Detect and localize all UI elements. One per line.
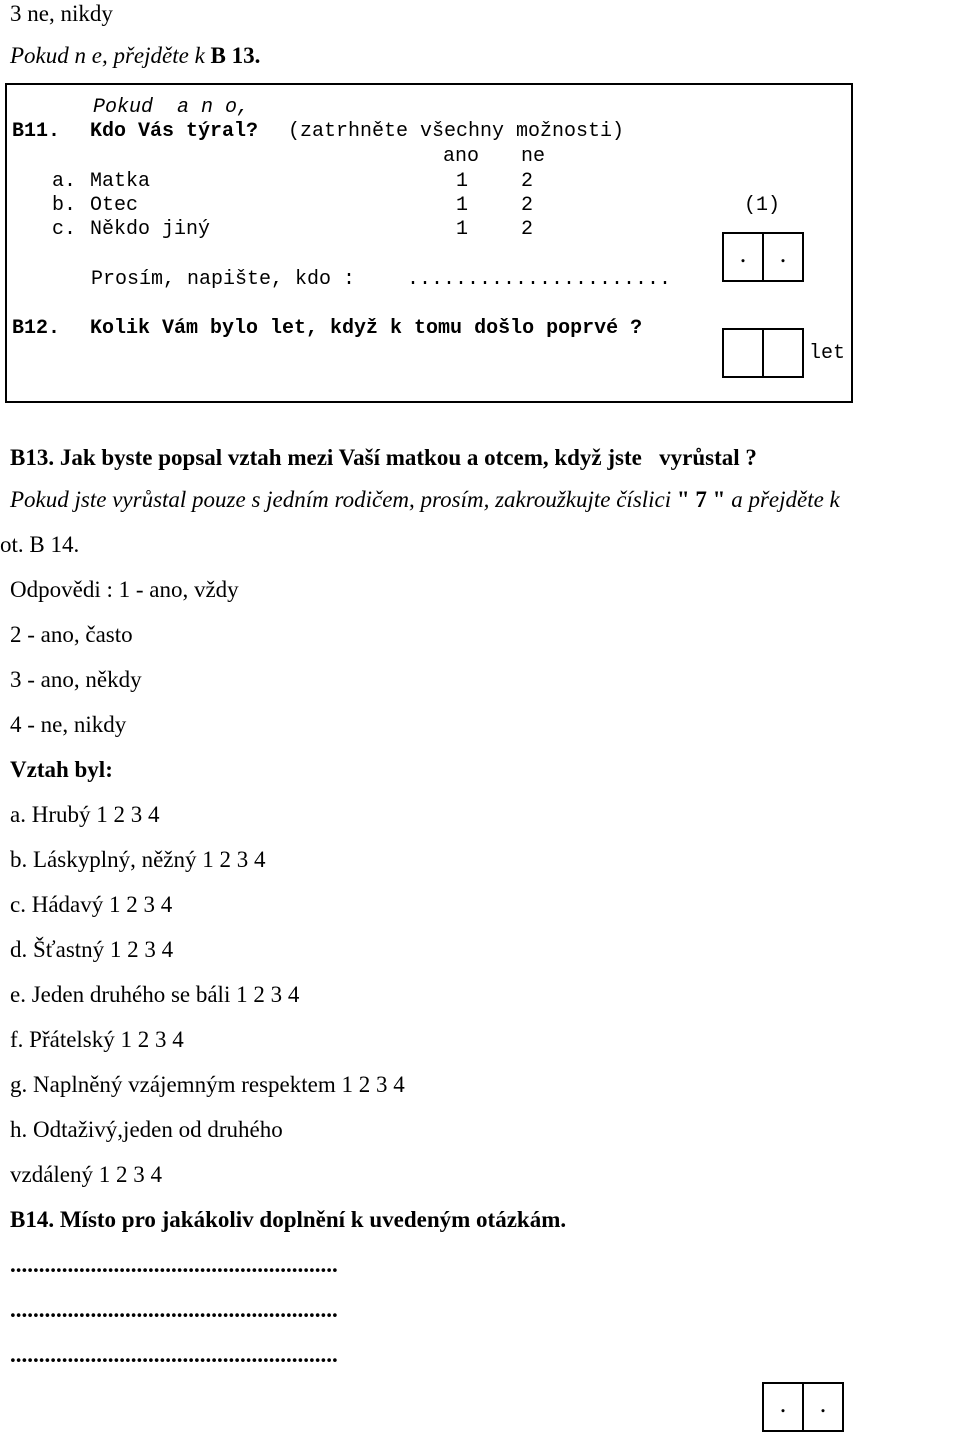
relation-heading: Vztah byl:	[10, 757, 113, 782]
relation-item[interactable]: f. Přátelský 1 2 3 4	[10, 1027, 184, 1052]
relation-item[interactable]: d. Šťastný 1 2 3 4	[10, 937, 174, 962]
column-header-no: ne	[521, 145, 546, 168]
answer-option: 4 - ne, nikdy	[10, 712, 127, 737]
code-cell[interactable]: .	[802, 1382, 844, 1432]
code-cell[interactable]: .	[762, 1382, 804, 1432]
code-cell[interactable]: .	[722, 232, 764, 282]
write-in-line[interactable]: .........................................................	[10, 1342, 338, 1367]
relation-item[interactable]: g. Naplněný vzájemným respektem 1 2 3 4	[10, 1072, 405, 1097]
option-yes-1[interactable]: 1	[456, 218, 469, 241]
age-digit-cell[interactable]	[722, 328, 764, 378]
option-yes-1[interactable]: 1	[456, 170, 469, 193]
option-no-2[interactable]: 2	[521, 194, 534, 217]
row-letter: b.	[52, 194, 77, 217]
b12-question: Kolik Vám bylo let, když k tomu došlo poprvé ?	[90, 317, 643, 340]
relation-item[interactable]: vzdálený 1 2 3 4	[10, 1162, 163, 1187]
code-cell[interactable]: .	[762, 232, 804, 282]
option-no-2[interactable]: 2	[521, 218, 534, 241]
answer-option: 2 - ano, často	[10, 622, 133, 647]
b11-condition: Pokud a n o,	[93, 96, 250, 119]
b13-instruction-continued-text: ot. B 14.	[0, 532, 80, 557]
b13-question: B13. Jak byste popsal vztah mezi Vaší matkou a otcem, když jste vyrůstal ?	[10, 445, 757, 470]
write-in-field[interactable]: ......................	[407, 268, 672, 291]
row-label: Matka	[90, 170, 151, 193]
row-label: Někdo jiný	[90, 218, 211, 241]
option-yes-1[interactable]: 1	[456, 194, 469, 217]
write-in-line[interactable]: .........................................................	[10, 1297, 338, 1322]
column-header-yes: ano	[443, 145, 480, 168]
relation-item[interactable]: b. Láskyplný, něžný 1 2 3 4	[10, 847, 266, 872]
skip-instruction-text: Pokud n e, přejděte k	[10, 43, 211, 68]
age-digit-cell[interactable]	[762, 328, 804, 378]
skip-instruction	[10, 42, 260, 70]
write-in-line[interactable]: .........................................................	[10, 1252, 338, 1277]
answers-intro: Odpovědi : 1 - ano, vždy	[10, 577, 239, 602]
b11-hint: (zatrhněte všechny možnosti)	[288, 120, 625, 143]
row-letter: a.	[52, 170, 77, 193]
b13-instruction-tail: a přejděte k	[725, 487, 840, 512]
row-letter: c.	[52, 218, 77, 241]
age-unit: let	[809, 342, 846, 365]
previous-answer-option: 3 ne, nikdy	[10, 1, 113, 26]
relation-item[interactable]: e. Jeden druhého se báli 1 2 3 4	[10, 982, 300, 1007]
code-label: (1)	[744, 194, 781, 217]
row-label: Otec	[90, 194, 139, 217]
b14-question: B14. Místo pro jakákoliv doplnění k uvedeným otázkám.	[10, 1207, 567, 1232]
b13-instruction-continued	[0, 531, 79, 559]
answer-option: 3 - ano, někdy	[10, 667, 142, 692]
relation-item[interactable]: a. Hrubý 1 2 3 4	[10, 802, 160, 827]
b11-question: Kdo Vás týral?	[90, 120, 259, 143]
skip-reference: B 13.	[210, 43, 261, 68]
b13-instruction-text: Pokud jste vyrůstal pouze s jedním rodičem, prosím, zakroužkujte číslici	[10, 487, 677, 512]
option-no-2[interactable]: 2	[521, 170, 534, 193]
b13-instruction	[10, 486, 840, 514]
relation-item[interactable]: h. Odtaživý,jeden od druhého	[10, 1117, 283, 1142]
b13-instruction-code: " 7 "	[676, 487, 726, 512]
b11-number: B11.	[12, 120, 61, 143]
relation-item[interactable]: c. Hádavý 1 2 3 4	[10, 892, 173, 917]
write-prompt: Prosím, napište, kdo :	[91, 268, 356, 291]
b12-number: B12.	[12, 317, 61, 340]
